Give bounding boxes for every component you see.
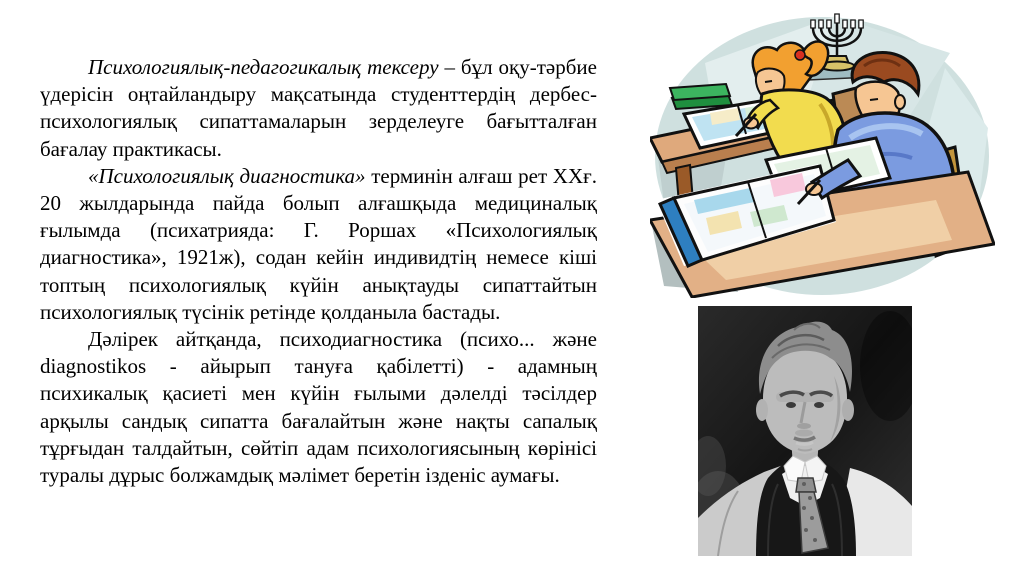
green-book [670,84,732,109]
paragraph-history [40,163,597,326]
paragraph-1-italic-lead: Психологиялық-педагогикалық тексеру [88,55,439,79]
paragraph-etymology [40,326,597,489]
paragraph-2-text: терминін алғаш рет ХХғ. 20 жылдарында пайда болып алғашқыда медициналық ғылымда (психатрияда: Г. Роршах «Психологиялық диагностика», 1921ж), содан кейін индивидтің немесе кіші топтың психологиялық күйін анықтауды сипаттайтын психологиялық түсінік ретінде қолданыла бастады. [40,163,597,324]
paragraph-3-text: Дәлірек айтқанда, психодиагностика (психо... және diagnostikos - айырып тануға қабілетті) - адамның психикалық қасиеті мен күйін ғылыми дәлелді тәсілдер арқылы сандық сипатта бағалайтын және нақты сапалық тұрғыдан талдайтын, сөйтіп адам психологиясының көрінісі туралы дұрыс болжамдық мәлімет беретін ізденіс аумағы. [40,327,597,488]
paragraph-2-italic-lead: «Психологиялық диагностика» [88,163,366,188]
hermann-rorschach-portrait [698,306,912,556]
slide-body-text [40,54,597,489]
hair-scrunchie [795,50,805,60]
paragraph-definition [40,54,597,163]
paragraph-1-text: – бұл оқу-тәрбие үдерісін оңтайландыру мақсатында студенттердің дербес-психологиялық сипаттамаларын зерделеуге бағытталған бағалау практикасы. [40,55,597,161]
students-studying-clipart [650,8,995,298]
